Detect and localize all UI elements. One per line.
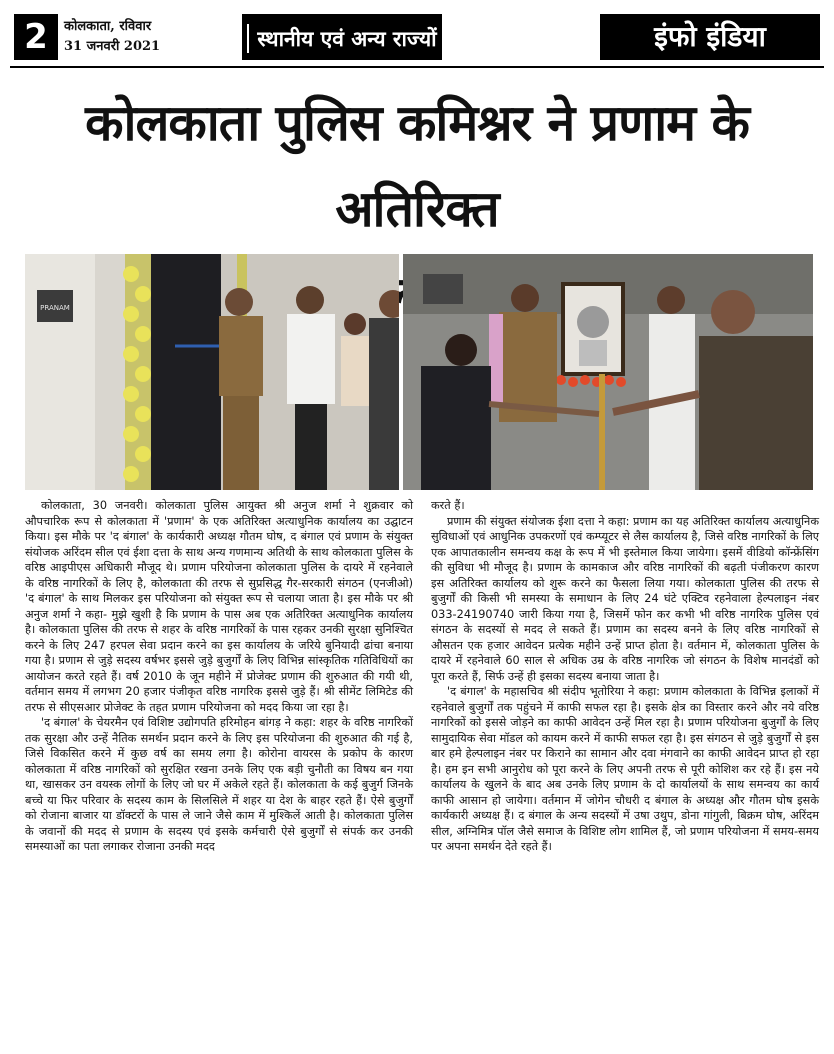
photo-lamp-lighting: [403, 254, 813, 490]
headline-line-1: कोलकाता पुलिस कमिश्नर ने प्रणाम के अतिरिक्त: [85, 94, 749, 238]
plaque-text: PRANAM: [40, 304, 70, 312]
section-label: स्थानीय एवं अन्य राज्यों से: [247, 24, 436, 99]
paragraph: करते हैं।: [431, 499, 465, 512]
paragraph: प्रणाम की संयुक्त संयोजक ईशा दत्ता ने कहा: प्रणाम का यह अतिरिक्त कार्यालय अत्याधुनिक सुविधाओं एवं आधुनिक उपकरणों एवं कम्प्यूटर से लैस कार्यालय है, जिसे वरिष्ठ नागरिकों के लिए एक आपातकालीन समन्वय कक्ष के रूप में भी इस्तेमाल किया जायेगा। इसमें वीडियो कॉन्फ्रेंसिंग की सुविधा भी मौजूद है। प्रणाम के कामकाज और वरिष्ठ नागरिकों की बढ़ती पंजीकरण कारण इस अतिरिक्त कार्यालय को शुरू करने का फैसला लिया गया। कोलकाता पुलिस की तरफ से बुजुर्गों की किसी भी समस्या के समाधान के लिए 24 घंटे एक्टिव रहनेवाला हेल्पलाइन नंबर 033-24190740 जारी किया गया है, जिसमें फोन कर कभी भी वरिष्ठ नागरिक पुलिस एवं संगठन के सदस्यों से मदद ले सकते हैं। प्रणाम का सदस्य बनने के लिए वरिष्ठ नागरिकों से औसतन एक हजार आवेदन प्रत्येक महीने उन्हें प्राप्त होता है। वर्तमान में, कोलकाता पुलिस के दायरे में रहनेवाले 60 साल से अधिक उम्र के वरिष्ठ नागरिक जो संगठन के विशेष मानदंडों को पूरा करते हैं, सिर्फ उन्हें ही इसका सदस्य बनाया जाता है।: [431, 514, 819, 683]
newspaper-brand: इंफो इंडिया: [600, 14, 820, 60]
city-day: कोलकाता, रविवार: [64, 19, 152, 34]
section-title: [242, 14, 442, 97]
masthead: [10, 10, 824, 97]
article-column-right: [431, 498, 819, 855]
photo-ribbon-cutting: [25, 254, 399, 490]
issue-date: 31 जनवरी 2021: [64, 39, 161, 54]
paragraph: कोलकाता, 30 जनवरी। कोलकाता पुलिस आयुक्त श्री अनुज शर्मा ने शुक्रवार को औपचारिक रूप से कोलकाता में 'प्रणाम' के एक अतिरिक्त अत्याधुनिक कार्यालय का उद्घाटन किया। इस मौके पर 'द बंगाल' के कार्यकारी अध्यक्ष गौतम घोष, द बंगाल एवं प्रणाम के संयुक्त संयोजक अरिंदम सील एवं ईशा दत्ता के साथ अन्य गणमान्य अतिथी के साथ कोलकाता पुलिस के वरिष्ठ आइपीएस अधिकारी मौजूद थे। प्रणाम परियोजना कोलकाता पुलिस के दायरे में रहनेवाले के वरिष्ठ नागरिकों के लिए है, कोलकाता की तरफ से सुप्रसिद्ध गैर-सरकारी संगठन (एनजीओ) 'द बंगाल' के साथ मिलकर इस परियोजना को संयुक्त रूप से चलाया जाता है। इस मौके पर श्री अनुज शर्मा ने कहा- मुझे खुशी है कि प्रणाम के पास अब एक अतिरिक्त अत्याधुनिक कार्यालय है। कोलकाता पुलिस की तरफ से शहर के वरिष्ठ नागरिकों के पास रहकर उनकी सुरक्षा सुनिश्चित करने के लिए 247 हरपल सेवा प्रदान करने का इस कार्यालय के जरिये बुनियादी ढांचा बनाया गया है। प्रणाम से जुड़े सदस्य वर्षभर इससे जुड़े बुजुर्गों के लिए विभिन्न सांस्कृतिक गतिविधियों का आयोजन करते रहते हैं। वर्ष 2010 के जून महीने में प्रोजेक्ट प्रणाम की शुरुआत की गयी थी, वर्तमान समय में लगभग 20 हजार पंजीकृत वरिष्ठ नागरिक इससे जुड़े हैं। श्री सीमेंट लिमिटेड की तरफ से सीएसआर प्रोजेक्ट के तहत प्रणाम परियोजना को मदद किया जा रहा है।: [25, 499, 413, 714]
article-column-left: [25, 498, 413, 855]
dateline: [62, 14, 240, 63]
paragraph: 'द बंगाल' के महासचिव श्री संदीप भूतोरिया ने कहा: प्रणाम कोलकाता के विभिन्न इलाकों में रहनेवाले बुजुर्गों तक पहुंचने में काफी सफल रहा है। इसके क्षेत्र का विस्तार करने और नये वरिष्ठ नागरिकों को इससे जोड़ने का काफी आवेदन उन्हें मिल रहा है। प्रणाम परियोजना बुजुर्गों के लिए सामुदायिक सेवा मॉडल को कायम करने में काफी सफल रहा है। इस संगठन से जुड़े बुजुर्गों से इस बार हमे हेल्पलाइन नंबर पर किराने का सामान और दवा मंगवाने का काफी आवेदन प्राप्त हो रहा है। हम इन सभी आनुरोध को पूरा करने के लिए अपनी तरफ से पूरी कोशिश कर रहे हैं। इस नये कार्यालय के खुलने के बाद अब उनके लिए प्रणाम के दो कार्यालयों के साथ समन्वय का कार्य काफी आसान हो जायेगा। वर्तमान में जोगेन चौधरी द बंगाल के अध्यक्ष और गौतम घोष इसके कार्यकारी अध्यक्ष हैं। द बंगाल के अन्य सदस्यों में उषा उथुप, डोना गांगुली, बिक्रम घोष, अरिंदम सील, अग्निमित्र पॉल जैसे समाज के विशिष्ट लोग शामिल हैं, जो प्रणाम परियोजना में समय-समय पर अपना समर्थन देते रहते हैं।: [431, 685, 819, 853]
ribbon-cutting-image: [25, 254, 399, 490]
page-number: 2: [14, 14, 58, 60]
paragraph: 'द बंगाल' के चेयरमैन एवं विशिष्ट उद्योगपति हरिमोहन बांगड़ ने कहा: शहर के वरिष्ठ नागरिकों तक सुरक्षा और उन्हें नैतिक समर्थन प्रदान करने के लिए इस परियोजना की शुरुआत की गई है, जिसे विकसित करने में कुछ वर्ष का समय लगा है। कोरोना वायरस के प्रकोप के कारण कोलकाता में वरिष्ठ नागरिकों को सुरक्षित रखना उनके लिए एक बड़ी चुनौती का विषय बन गया था, खासकर उन वयस्क लोगों के लिए जो घर में अकेले रहते हैं। कोलकाता के कई बुजुर्ग जिनके बच्चे या फिर परिवार के सदस्य काम के सिलसिले में शहर या देश के बाहर रहते हैं। ऐसे बुजुर्गों को रोजाना बाजार या डॉक्टरों के पास ले जाने जैसे काम में मुश्किलें आती है। कोलकाता पुलिस के जवानों की मदद से प्रणाम के सदस्य एवं इसके कर्मचारी ऐसे बुजुर्गों से संपर्क कर उनकी समस्याओं का पता लगाकर रोजाना उनकी मदद: [25, 716, 413, 853]
lamp-lighting-image: [403, 254, 813, 490]
